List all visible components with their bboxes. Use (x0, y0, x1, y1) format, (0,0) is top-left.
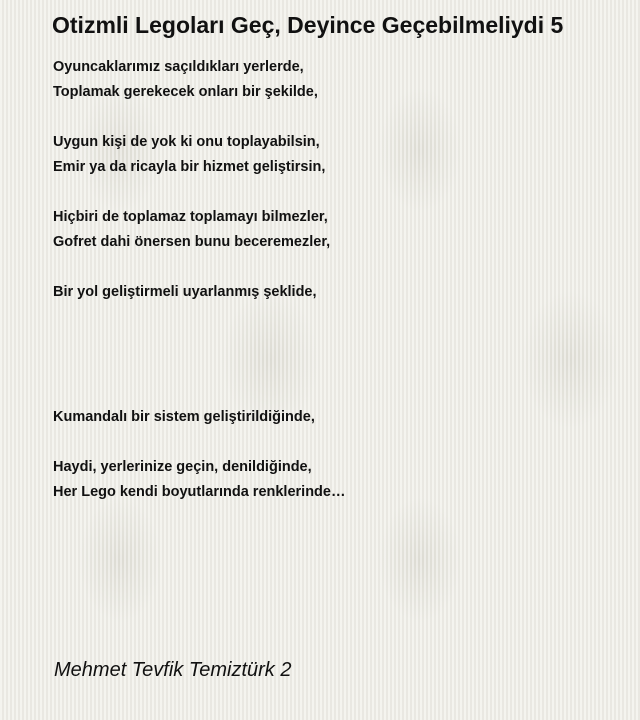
poem-line: Haydi, yerlerinize geçin, denildiğinde, (53, 459, 312, 475)
poem-body (53, 55, 613, 505)
poem-line: Kumandalı bir sistem geliştirildiğinde, (53, 409, 315, 425)
author-name: Mehmet Tevfik Temiztürk 2 (54, 659, 292, 681)
poem-line: Bir yol geliştirmeli uyarlanmış şeklide, (53, 284, 317, 300)
stanza (53, 280, 613, 305)
stanza (53, 130, 613, 180)
poem-line: Gofret dahi önersen bunu beceremezler, (53, 234, 331, 250)
stanza (53, 405, 613, 430)
stanza (53, 55, 613, 105)
poem-line: Emir ya da ricayla bir hizmet geliştirsin, (53, 159, 326, 175)
poem-line: Oyuncaklarımız saçıldıkları yerlerde, (53, 59, 304, 75)
stanza (53, 455, 613, 505)
poem-line: Her Lego kendi boyutlarında renklerinde… (53, 484, 346, 500)
page-title: Otizmli Legoları Geç, Deyince Geçebilmeliydi 5 (52, 12, 564, 38)
stanza (53, 205, 613, 255)
poem-line: Toplamak gerekecek onları bir şekilde, (53, 84, 318, 100)
poem-line: Uygun kişi de yok ki onu toplayabilsin, (53, 134, 320, 150)
poem-line: Hiçbiri de toplamaz toplamayı bilmezler, (53, 209, 328, 225)
